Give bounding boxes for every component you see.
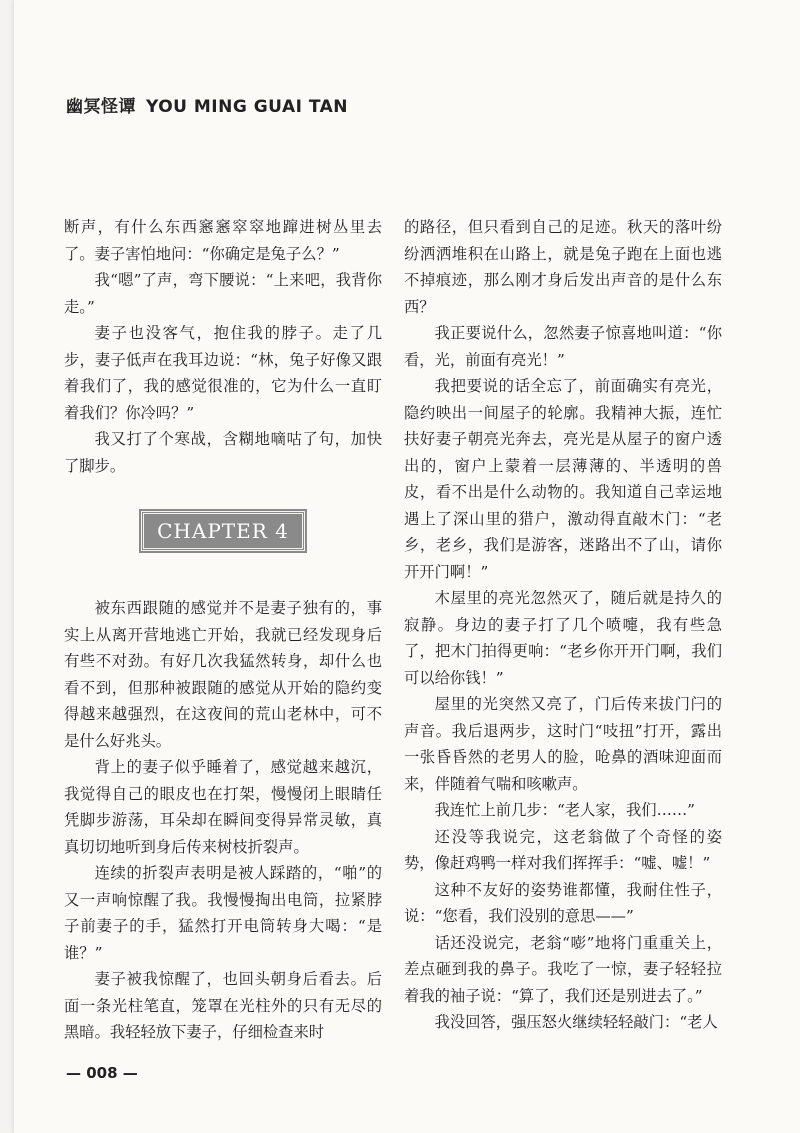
chapter-heading: CHAPTER 4 [141, 511, 305, 551]
page-number: — 008 — [66, 1064, 138, 1082]
paragraph: 我“嗯”了声，弯下腰说：“上来吧，我背你走。” [64, 271, 382, 316]
paragraph: 话还没说完，老翁“嘭”地将门重重关上，差点砸到我的鼻子。我吃了一惊，妻子轻轻拉着我的袖子说：“算了，我们还是别进去了。” [404, 933, 722, 1005]
paragraph: 背上的妻子似乎睡着了，感觉越来越沉，我觉得自己的眼皮也在打架，慢慢闭上眼睛任凭脚步游荡，耳朵却在瞬间变得异常灵敏，真真切切地听到身后传来树枝折裂声。 [64, 758, 382, 856]
paragraph: 的路径，但只看到自己的足迹。秋天的落叶纷纷洒洒堆积在山路上，就是兔子跑在上面也逃不掉痕迹，那么刚才身后发出声音的是什么东西？ [404, 218, 722, 316]
running-header [66, 92, 348, 117]
left-column [64, 214, 382, 1046]
paragraph: 还没等我说完，这老翁做了个奇怪的姿势，像赶鸡鸭一样对我们挥挥手：“嘘、嘘！” [404, 827, 722, 872]
chapter-heading-wrap [64, 511, 382, 551]
paragraph: 连续的折裂声表明是被人踩踏的，“啪”的又一声响惊醒了我。我慢慢掏出电筒，拉紧脖子前妻子的手，猛然打开电筒转身大喝：“是谁？” [64, 864, 382, 962]
paragraph: 我又打了个寒战，含糊地嘀咕了句，加快了脚步。 [64, 430, 382, 475]
paragraph: 妻子也没客气，抱住我的脖子。走了几步，妻子低声在我耳边说：“林，兔子好像又跟着我们了，我的感觉很准的，它为什么一直盯着我们？你冷吗？” [64, 324, 382, 422]
paragraph: 我把要说的话全忘了，前面确实有亮光，隐约映出一间屋子的轮廓。我精神大振，连忙扶好妻子朝亮光奔去，亮光是从屋子的窗户透出的，窗户上蒙着一层薄薄的、半透明的兽皮，看不出是什么动物的。我知道自己幸运地遇上了深山里的猎户，激动得直敲木门：“老乡，老乡，我们是游客，迷路出不了山，请你开开门啊！” [404, 377, 722, 581]
paragraph: 我正要说什么，忽然妻子惊喜地叫道：“你看，光，前面有亮光！” [404, 324, 722, 369]
header-title-cn: 幽冥怪谭 [66, 97, 136, 117]
paragraph: 这种不友好的姿势谁都懂，我耐住性子，说：“您看，我们没别的意思——” [404, 880, 722, 925]
paragraph: 被东西跟随的感觉并不是妻子独有的，事实上从离开营地逃亡开始，我就已经发现身后有些不对劲。有好几次我猛然转身，却什么也看不到，但那种被跟随的感觉从开始的隐约变得越来越强烈，在这夜间的荒山老林中，可不是什么好兆头。 [64, 599, 382, 750]
paragraph: 断声，有什么东西窸窸窣窣地蹿进树丛里去了。妻子害怕地问：“你确定是兔子么？” [64, 218, 382, 263]
right-column [404, 214, 722, 1036]
paragraph: 木屋里的亮光忽然灭了，随后就是持久的寂静。身边的妻子打了几个喷嚏，我有些急了，把木门拍得更响：“老乡你开开门啊，我们可以给你钱！” [404, 589, 722, 687]
paragraph: 妻子被我惊醒了，也回头朝身后看去。后面一条光柱笔直，笼罩在光柱外的只有无尽的黑暗。我轻轻放下妻子，仔细检查来时 [64, 970, 382, 1041]
paragraph: 屋里的光突然又亮了，门后传来拔门闩的声音。我后退两步，这时门“吱扭”打开，露出一张昏昏然的老男人的脸，呛鼻的酒味迎面而来，伴随着气喘和咳嗽声。 [404, 695, 722, 793]
header-title-en: YOU MING GUAI TAN [146, 97, 349, 117]
paragraph: 我连忙上前几步：“老人家，我们……” [434, 801, 695, 819]
paragraph: 我没回答，强压怒火继续轻轻敲门：“老人 [434, 1013, 718, 1031]
